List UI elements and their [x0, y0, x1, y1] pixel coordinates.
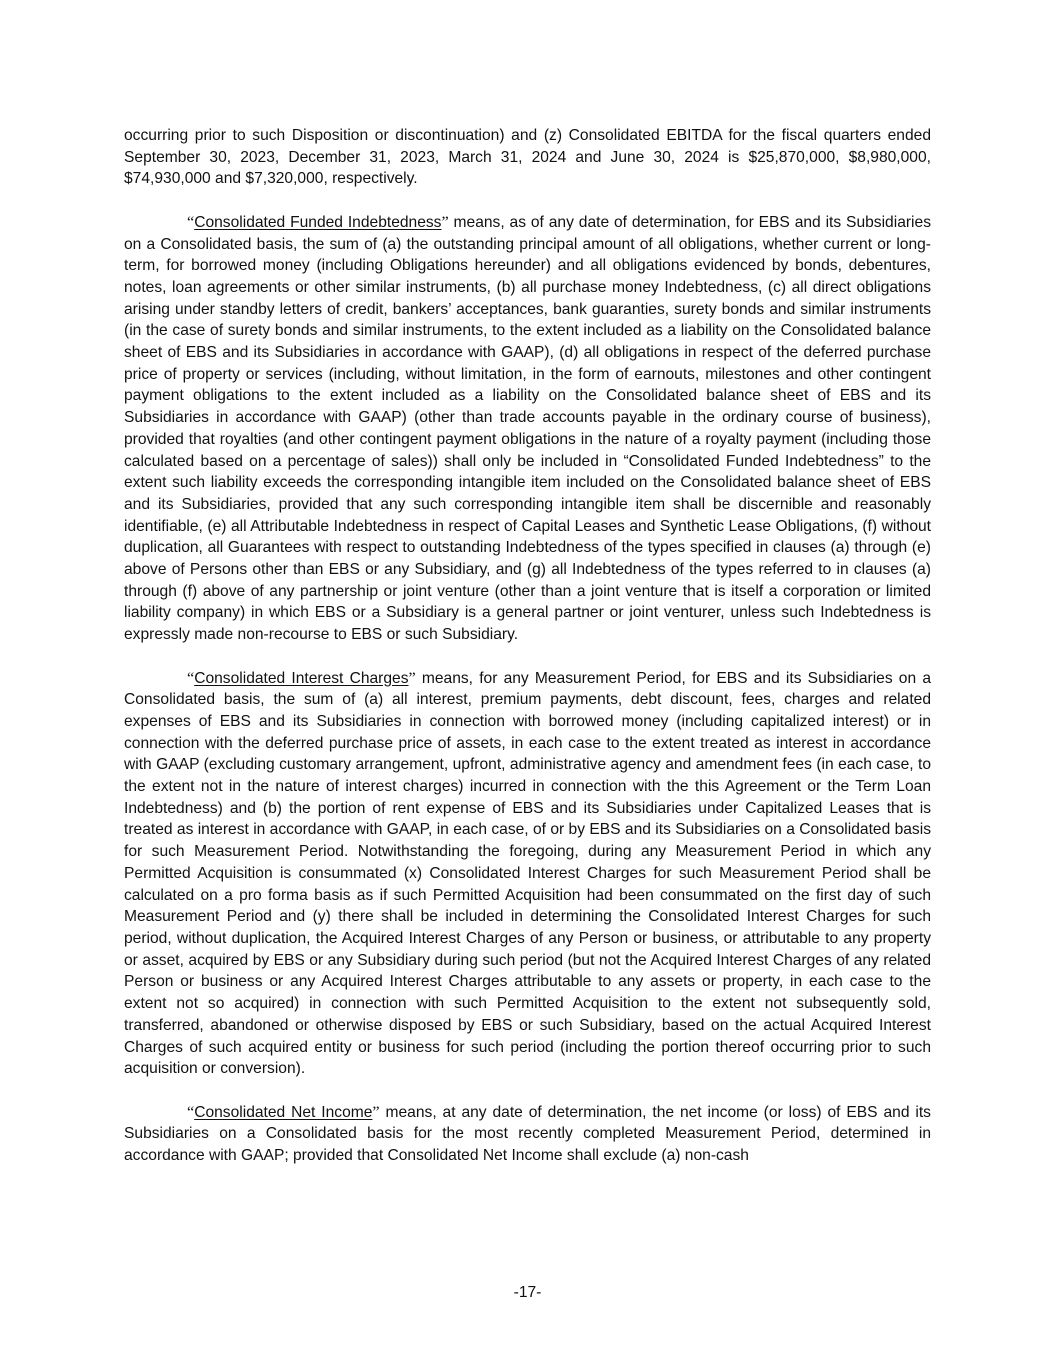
paragraph-text: occurring prior to such Disposition or discontinuation) and (z) Consolidated EBITDA for the fiscal quarters ended September 30, 2023, December 31, 2023, March 31, 2024 and June 30, 2024 is $25,870,000, $8,980,000, $74,930,000 and $7,320,000, respectively. [124, 127, 931, 188]
definition-text: means, as of any date of determination, for EBS and its Subsidiaries on a Consolidated basis, the sum of (a) the outstanding principal amount of all obligations, whether current or long-term, for borrowed money (including Obligations hereunder) and all obligations evidenced by bonds, debentures, notes, loan agreements or other similar instruments, (b) all purchase money Indebtedness, (c) all direct obligations arising under standby letters of credit, bankers’ acceptances, bank guaranties, surety bonds and similar instruments (in the case of surety bonds and similar instruments, to the extent included as a liability on the Consolidated balance sheet of EBS and its Subsidiaries in accordance with GAAP), (d) all obligations in respect of the deferred purchase price of property or services (including, without limitation, in the form of earnouts, milestones and other contingent payment obligations to the extent included as a liability on the Consolidated balance sheet of EBS and its Subsidiaries in accordance with GAAP) (other than trade accounts payable in the ordinary course of business), provided that royalties (and other contingent payment obligations in the nature of a royalty payment (including those calculated based on a percentage of sales)) shall only be included in “Consolidated Funded Indebtedness” to the extent such liability exceeds the corresponding intangible item included on the Consolidated balance sheet of EBS and its Subsidiaries, provided that any such corresponding intangible item shall be discernible and reasonably identifiable, (e) all Attributable Indebtedness in respect of Capital Leases and Synthetic Lease Obligations, (f) without duplication, all Guarantees with respect to outstanding Indebtedness of the types specified in clauses (a) through (e) above of Persons other than EBS or any Subsidiary, and (g) all Indebtedness of the types referred to in clauses (a) through (f) above of any partnership or joint venture (other than a joint venture that is itself a corporation or limited liability company) in which EBS or a Subsidiary is a general partner or joint venturer, unless such Indebtedness is expressly made non-recourse to EBS or such Subsidiary. [124, 213, 931, 644]
open-quote: “ [187, 1102, 195, 1121]
defined-term: Consolidated Funded Indebtedness [194, 213, 442, 231]
definition-consolidated-interest-charges [124, 668, 931, 1080]
definition-consolidated-net-income [124, 1102, 931, 1167]
document-page [124, 125, 931, 1188]
defined-term: Consolidated Net Income [194, 1103, 373, 1121]
open-quote: “ [187, 668, 195, 687]
close-quote: ” [408, 668, 416, 687]
page-number: -17- [513, 1284, 542, 1301]
definition-consolidated-funded-indebtedness [124, 212, 931, 646]
close-quote: ” [372, 1102, 380, 1121]
defined-term: Consolidated Interest Charges [194, 669, 409, 687]
open-quote: “ [187, 212, 195, 231]
definition-text: means, for any Measurement Period, for EBS and its Subsidiaries on a Consolidated basis, the sum of (a) all interest, premium payments, debt discount, fees, charges and related expenses of EBS and its Subsidiaries in connection with borrowed money (including capitalized interest) or in connection with the deferred purchase price of assets, in each case to the extent treated as interest in accordance with GAAP (excluding customary arrangement, upfront, administrative agency and amendment fees (in each case, to the extent not in the nature of interest charges) incurred in connection with the this Agreement or the Term Loan Indebtedness) and (b) the portion of rent expense of EBS and its Subsidiaries under Capitalized Leases that is treated as interest in accordance with GAAP, in each case, of or by EBS and its Subsidiaries on a Consolidated basis for such Measurement Period. Notwithstanding the foregoing, during any Measurement Period in which any Permitted Acquisition is consummated (x) Consolidated Interest Charges for such Measurement Period shall be calculated on a pro forma basis as if such Permitted Acquisition had been consummated on the first day of such Measurement Period and (y) there shall be included in determining the Consolidated Interest Charges for such period, without duplication, the Acquired Interest Charges of any Person or business, or attributable to any property or asset, acquired by EBS or any Subsidiary during such period (but not the Acquired Interest Charges of any related Person or business or any Acquired Interest Charges attributable to any assets or property, in each case to the extent not so acquired) in connection with such Permitted Acquisition to the extent not subsequently sold, transferred, abandoned or otherwise disposed by EBS or such Subsidiary, based on the actual Acquired Interest Charges of such acquired entity or business for such period (including the portion thereof occurring prior to such acquisition or conversion). [124, 669, 931, 1078]
definition-text: means, at any date of determination, the net income (or loss) of EBS and its Subsidiaries on a Consolidated basis for the most recently completed Measurement Period, determined in accordance with GAAP; provided that Consolidated Net Income shall exclude (a) non-cash [124, 1103, 931, 1164]
paragraph-ebitda-continuation [124, 125, 931, 190]
close-quote: ” [441, 212, 449, 231]
